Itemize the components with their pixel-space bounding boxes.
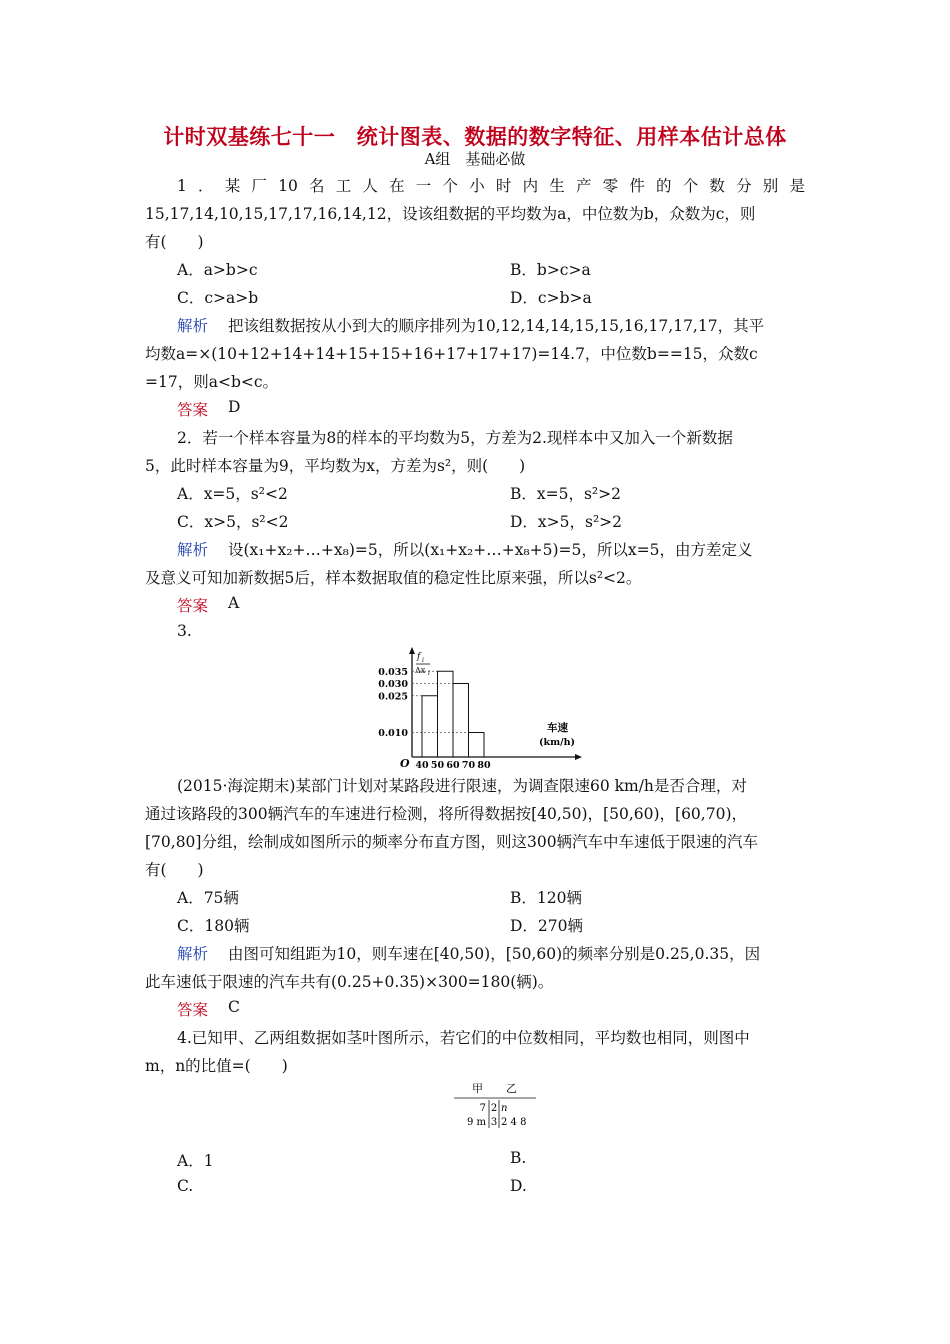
q1-option-a: A．a>b>c	[177, 261, 258, 279]
q1-option-c: C．c>a>b	[177, 289, 259, 307]
q2-option-a: A．x=5，s²<2	[177, 485, 288, 503]
q1-answer: D	[228, 398, 241, 416]
q3-option-c: C．180辆	[177, 917, 250, 935]
y-axis-label-i: i	[422, 657, 424, 664]
stem-row2-right: 2 4 8	[501, 1117, 527, 1128]
stem-row1-left: 7	[479, 1103, 486, 1114]
page-title: 计时双基练七十一 统计图表、数据的数字特征、用样本估计总体	[163, 124, 787, 149]
q3-option-a: A．75辆	[177, 889, 239, 907]
q4-line-1: 4.已知甲、乙两组数据如茎叶图所示，若它们的中位数相同，平均数也相同，则图中	[177, 1029, 750, 1047]
q3-analysis-label: 解析	[177, 945, 209, 963]
group-heading: A组 基础必做	[424, 150, 526, 168]
q1-option-d: D．c>b>a	[510, 289, 592, 307]
q1-analysis-line-3: =17，则a<b<c。	[145, 373, 279, 391]
q3-line-1: (2015·海淀期末)某部门计划对某路段进行限速，为调查限速60 km/h是否合理，对	[177, 777, 747, 795]
q2-line-1: 2．若一个样本容量为8的样本的平均数为5，方差为2.现样本中又加入一个新数据	[177, 429, 733, 447]
x-axis-arrow	[575, 754, 582, 760]
q1-analysis-line-2: 均数a=×(10+12+14+14+15+15+16+17+17+17)=14.7，中位数b==15，众数c	[145, 345, 758, 363]
stem-row1-stem: 2	[490, 1103, 498, 1114]
stem-row1-right: n	[501, 1103, 508, 1114]
stem-leaf-plot	[450, 1078, 540, 1134]
histogram-bar	[469, 733, 485, 758]
q1-line-3: 有( )	[145, 233, 204, 251]
q2-analysis-label: 解析	[177, 541, 209, 559]
q1-analysis-label: 解析	[177, 317, 209, 335]
histogram-bar	[453, 684, 469, 758]
q4-option-b: B.	[510, 1149, 527, 1167]
frequency-histogram	[370, 645, 590, 770]
q3-analysis-line-1: 由图可知组距为10，则车速在[40,50)，[50,60)的频率分别是0.25,0.35，因	[228, 945, 761, 963]
x-axis-unit: (km/h)	[539, 737, 576, 748]
x-tick-label: 60	[446, 760, 460, 770]
q2-option-b: B．x=5，s²>2	[510, 485, 621, 503]
x-axis-title: 车速	[547, 722, 568, 734]
q3-answer: C	[228, 998, 240, 1016]
q2-line-2: 5，此时样本容量为9，平均数为x，方差为s²，则( )	[145, 457, 526, 475]
x-tick-label: 50	[430, 760, 445, 770]
q2-answer: A	[228, 594, 240, 612]
q1-line-2: 15,17,14,10,15,17,17,16,14,12，设该组数据的平均数为a，中位数为b，众数为c，则	[145, 205, 756, 223]
q3-line-2: 通过该路段的300辆汽车的车速进行检测，将所得数据按[40,50)，[50,60)，[60,70)，	[145, 805, 747, 823]
q3-option-d: D．270辆	[510, 917, 584, 935]
q3-analysis-line-2: 此车速低于限速的汽车共有(0.25+0.35)×300=180(辆)。	[145, 973, 554, 991]
y-tick-label: 0.030	[378, 679, 408, 690]
stem-row2-left: 9 m	[466, 1117, 486, 1128]
stem-head-yi: 乙	[506, 1082, 517, 1095]
q2-option-c: C．x>5，s²<2	[177, 513, 289, 531]
stem-head-jia: 甲	[472, 1082, 483, 1095]
q4-line-2: m，n的比值=( )	[145, 1057, 288, 1075]
q1-option-b: B．b>c>a	[510, 261, 591, 279]
q2-analysis-line-2: 及意义可知加新数据5后，样本数据取值的稳定性比原来强，所以s²<2。	[145, 569, 642, 587]
x-tick-label: 40	[415, 760, 429, 770]
y-tick-label: 0.010	[378, 728, 408, 739]
q3-line-4: 有( )	[145, 861, 204, 879]
q3-option-b: B．120辆	[510, 889, 582, 907]
q1-answer-label: 答案	[177, 401, 209, 419]
q2-analysis-line-1: 设(x₁+x₂+…+x₈)=5，所以(x₁+x₂+…+x₈+5)=5，所以x=5，由方差定义	[228, 541, 753, 559]
q4-option-a: A．1	[177, 1152, 214, 1170]
histogram-bar	[438, 671, 454, 757]
q3-number: 3.	[177, 622, 192, 640]
q2-answer-label: 答案	[177, 597, 209, 615]
q1-line-1: 1．某厂10名工人在一个小时内生产零件的个数分别是	[177, 177, 805, 195]
origin-label: O	[400, 757, 410, 770]
y-tick-label: 0.035	[378, 666, 408, 678]
y-axis-label-dx-i: i	[428, 670, 430, 677]
stem-row2-stem: 3	[490, 1117, 498, 1128]
y-axis-arrow	[409, 647, 415, 654]
x-tick-label: 80	[477, 760, 491, 770]
q3-line-3: [70,80]分组，绘制成如图所示的频率分布直方图，则这300辆汽车中车速低于限速的汽车	[145, 833, 759, 851]
y-tick-label: 0.025	[378, 691, 408, 703]
y-axis-label-f: f	[417, 652, 421, 662]
y-axis-label-dx: Δx	[415, 666, 426, 675]
x-tick-label: 70	[461, 760, 476, 770]
q2-option-d: D．x>5，s²>2	[510, 513, 623, 531]
histogram-bar	[422, 696, 438, 757]
q4-option-c: C.	[177, 1177, 194, 1195]
q1-analysis-line-1: 把该组数据按从小到大的顺序排列为10,12,14,14,15,15,16,17,17,17，其平	[228, 317, 765, 335]
q4-option-d: D.	[510, 1177, 527, 1195]
q3-answer-label: 答案	[177, 1001, 209, 1019]
